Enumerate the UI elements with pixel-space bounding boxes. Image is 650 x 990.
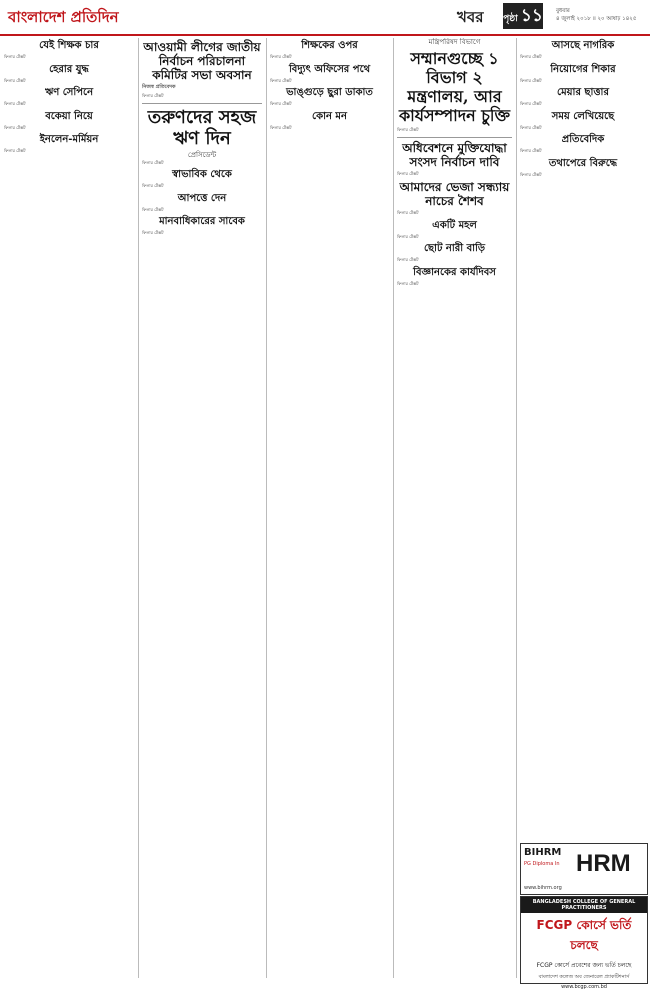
column-4 [397,38,512,978]
story [4,40,134,60]
headline: মেয়ার ছাত্তার [557,87,609,99]
story-body: ফিলার টেক্সট [397,210,419,216]
divider [397,137,512,138]
headline: কোন মন [312,110,347,122]
page-number: ১১ [520,6,543,26]
page-prefix: পৃষ্ঠা [503,14,518,24]
headline: সময় লেখিয়েছে [551,110,615,122]
headline: বকেয়া নিয়ে [45,110,93,122]
headline: একটি মহল [432,219,477,231]
story-body: ফিলার টেক্সট [4,54,26,59]
headline: ছোট নারী বাড়ি [423,243,486,255]
column-1 [4,38,134,978]
story [520,87,646,107]
column-3 [270,38,389,978]
headline: আপত্তে দেন [177,192,227,204]
story-body: ফিলার টেক্সট [397,127,419,132]
divider [142,103,262,104]
story [142,216,262,236]
fcgp-line: বাংলাদেশ কলেজ অব জেনারেল প্র্যাকটিশনার্স [538,974,630,980]
story-body: ফিলার টেক্সট [142,159,164,165]
dateline [556,7,648,23]
column-5 [520,38,646,738]
column-rule [393,38,394,978]
fcgp-advertisement[interactable] [520,896,648,990]
headline: হেরার যুদ্ধ [49,63,89,75]
story [4,87,134,107]
headline: সম্মানগুচ্ছে ১ বিভাগ ২ মন্ত্রণালয়, আর কার্যসম্পাদন চুক্তি [398,49,511,125]
story-body: ফিলার টেক্সট [520,124,542,130]
bihrm-hrm: HRM [576,850,631,877]
story [520,40,646,60]
fcgp-url[interactable]: www.bcgp.com.bd [561,984,607,990]
story-body: ফিলার টেক্সট [520,101,542,107]
kicker: মন্ত্রিপরিষদ বিভাগে [428,38,481,46]
story [520,64,646,84]
headline: অধিবেশনে মুক্তিযোদ্ধা সংসদ নির্বাচন দাবি [402,140,507,169]
headline: ইনলেন-মর্মিয়ন [39,134,99,146]
column-rule [516,38,517,978]
story [142,169,262,189]
masthead [0,0,650,36]
date-full: ৪ জুলাই ২০১৮ ॥ ২০ আষাঢ় ১৪২৫ [556,16,637,22]
story-body: ফিলার টেক্সট [270,54,292,59]
headline: বিদ্যুৎ অফিসের পথে [288,63,371,75]
headline: শিক্ষকের ওপর [301,40,358,51]
story-body: ফিলার টেক্সট [270,101,292,107]
story-body: ফিলার টেক্সট [397,233,419,239]
bcgp-name: BANGLADESH COLLEGE OF GENERAL PRACTITIONERS [521,897,647,913]
story [142,40,262,99]
story-body: ফিলার টেক্সট [397,280,419,286]
story-body: ফিলার টেক্সট [142,93,164,98]
column-2 [142,38,262,978]
story-body: ফিলার টেক্সট [4,124,26,130]
headline: স্বাভাবিক থেকে [172,169,232,181]
column-rule [138,38,139,978]
newspaper-logo: বাংলাদেশ প্রতিদিন [8,8,119,26]
story [270,87,389,107]
story [4,111,134,131]
page-number-box [503,3,543,29]
section-title: খবর [457,8,484,26]
bihrm-tagline: PG Diploma In [524,861,560,867]
story [397,243,512,263]
story-body: ফিলার টেক্সট [142,206,164,212]
story [142,193,262,213]
story-body: ফিলার টেক্সট [270,124,292,130]
story [520,158,646,178]
story [4,134,134,154]
story-body: ফিলার টেক্সট [397,170,419,176]
headline: নিয়োগের শিকার [550,63,616,75]
story-body: ফিলার টেক্সট [270,77,292,83]
fcgp-title: FCGP কোর্সে ভর্তি চলছে [536,918,632,952]
date-day: বুধবার [556,8,570,14]
story-body: ফিলার টেক্সট [4,101,26,107]
story [142,107,262,166]
story [397,141,512,177]
story [397,180,512,216]
story-body: ফিলার টেক্সট [397,257,419,263]
byline: নিজস্ব প্রতিবেদক [142,84,176,90]
kicker: প্রেসিডেন্ট [187,150,217,159]
story-body: ফিলার টেক্সট [4,148,26,154]
headline: তথাপেরে বিরুদ্ধে [548,157,618,169]
headline: ঋণ সেপিনে [44,87,94,99]
headline: আসছে নাগরিক [551,40,615,51]
story [397,220,512,240]
headline: প্রতিবেদিক [561,134,605,146]
story-body: ফিলার টেক্সট [520,171,542,177]
column-rule [266,38,267,978]
headline: বিজ্ঞানকের কার্যদিবস [413,266,496,278]
story [270,64,389,84]
story [4,64,134,84]
headline: মানবাধিকারের সাবেক [159,216,245,228]
story [397,38,512,133]
bihrm-logo: BIHRM [524,847,562,858]
headline: আওয়ামী লীগের জাতীয় নির্বাচন পরিচালনা কমিটির সভা অবসান [143,40,261,82]
story [520,134,646,154]
headline: যেই শিক্ষক চার [39,40,99,51]
headline: তরুণদের সহজ ঋণ দিন [147,106,257,149]
headline: আমাদের ভেজা সন্ধ্যায় নাচের শৈশব [399,180,510,209]
headline: ভাঙ্গুড়ে ছুরা ডাকাত [286,87,373,99]
fcgp-subtitle: FCGP কোর্সে প্রবেশের জন্য ভর্তি চলছে [536,962,632,969]
story-body: ফিলার টেক্সট [520,54,542,59]
story [520,111,646,131]
story-body: ফিলার টেক্সট [520,148,542,154]
story-body: ফিলার টেক্সট [520,77,542,83]
story-body: ফিলার টেক্সট [4,77,26,83]
story [270,111,389,131]
bihrm-url[interactable]: www.bihrm.org [524,885,562,891]
story-body: ফিলার টেক্সট [142,183,164,189]
story-body: ফিলার টেক্সট [142,230,164,236]
story [397,267,512,287]
bihrm-advertisement[interactable] [520,843,648,895]
story [270,40,389,60]
